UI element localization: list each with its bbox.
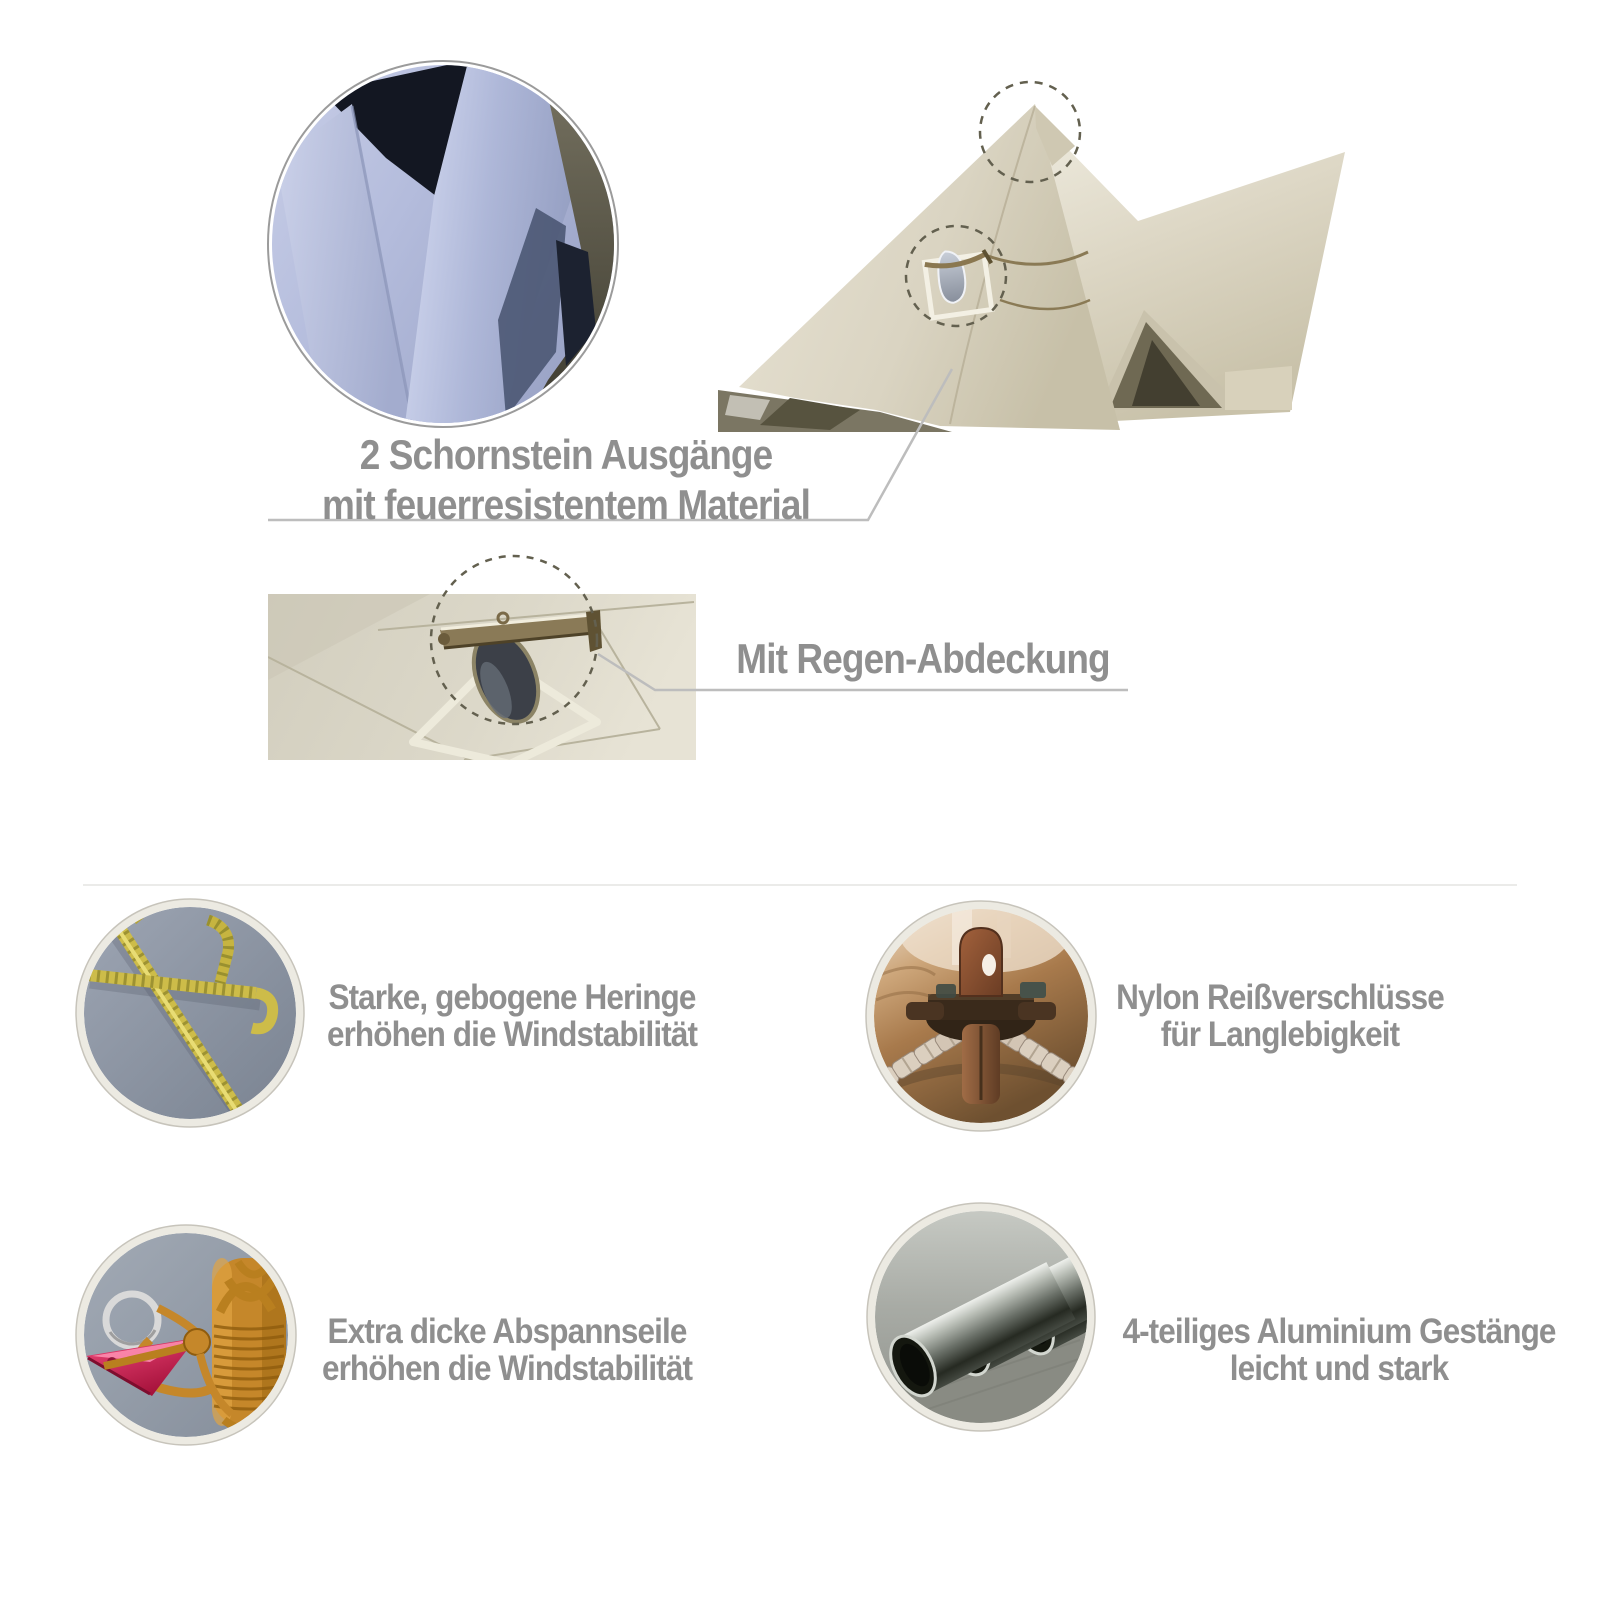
feature-poles-line2: leicht und stark	[1229, 1349, 1449, 1388]
feature-caption-ropes	[282, 1313, 732, 1387]
fabric-closeup-photo	[266, 59, 626, 434]
raincover-photo	[268, 556, 696, 764]
feature-zippers-line2: für Langlebigkeit	[1160, 1015, 1400, 1054]
pegs-photo	[76, 899, 304, 1127]
chimney-heading	[214, 430, 918, 530]
feature-poles-line1: 4-teiliges Aluminium Gestänge	[1122, 1312, 1556, 1351]
raincover-heading-label: Mit Regen-Abdeckung	[736, 635, 1110, 682]
feature-caption-pegs	[287, 979, 737, 1053]
feature-pegs-line2: erhöhen die Windstabilität	[326, 1015, 698, 1054]
chimney-heading-line1: 2 Schornstein Ausgänge	[359, 431, 773, 478]
chimney-heading-line2: mit feuerresistentem Material	[321, 481, 811, 528]
feature-zippers-line1: Nylon Reißverschlüsse	[1116, 978, 1444, 1017]
feature-caption-poles	[1114, 1313, 1564, 1387]
feature-caption-zippers	[1055, 979, 1505, 1053]
feature-ropes-line2: erhöhen die Windstabilität	[321, 1349, 693, 1388]
feature-pegs-line1: Starke, gebogene Heringe	[328, 978, 696, 1017]
feature-ropes-line1: Extra dicke Abspannseile	[327, 1312, 687, 1351]
raincover-heading	[729, 634, 1116, 684]
tent-photo	[718, 82, 1345, 432]
rope-photo	[76, 1225, 296, 1445]
